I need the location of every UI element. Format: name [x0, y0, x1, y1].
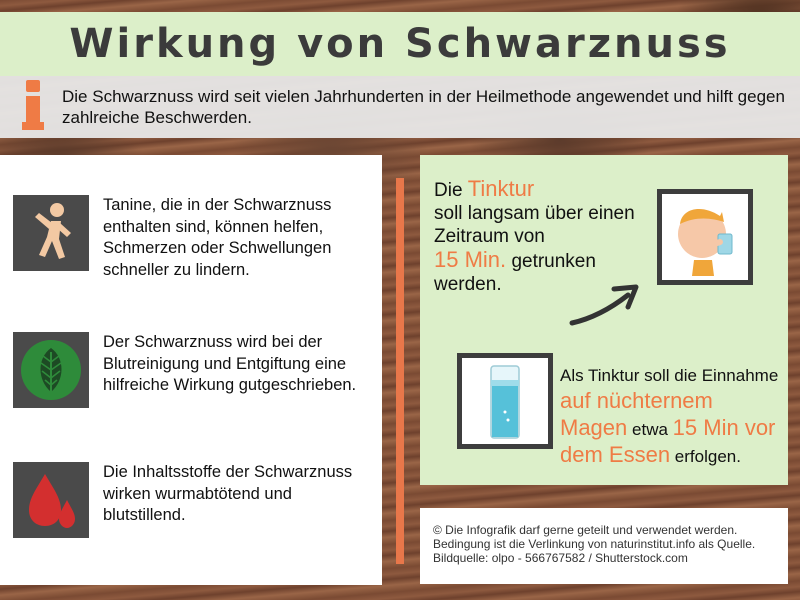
- benefit-text: Tanine, die in der Schwarznuss enthalten sind, können helfen, Schmerzen oder Schwellungen schneller zu lindern.: [103, 196, 332, 279]
- intro-banner: [0, 76, 800, 138]
- arrow-icon: [568, 283, 640, 327]
- info-icon: [22, 80, 46, 134]
- blood-drops-icon: [13, 462, 89, 538]
- einnahme-instruction: Als Tinktur soll die Einnahme auf nüchternem Magen etwa 15 Min vor dem Essen erfolgen.: [560, 366, 779, 467]
- title-banner: [0, 12, 800, 76]
- benefit-text: Die Inhaltsstoffe der Schwarznuss wirken wurmabtötend und blutstillend.: [103, 463, 353, 524]
- leaf-icon: [13, 332, 89, 408]
- tinktur-instruction: Die Tinktur soll langsam über einen Zeitraum von 15 Min. getrunken werden.: [434, 176, 635, 295]
- benefit-text: Der Schwarznuss wird bei der Blutreinigung und Entgiftung eine hilfreiche Wirkung gutgeschrieben.: [103, 333, 357, 394]
- credit-text: © Die Infografik darf gerne geteilt und verwendet werden. Bedingung ist die Verlinkung von naturinstitut.info als Quelle. Bildquelle: olpo - 566767582 / Shutterstock.com: [420, 508, 788, 584]
- drinking-boy-illustration: [657, 189, 753, 285]
- intro-text: Die Schwarznuss wird seit vielen Jahrhunderten in der Heilmethode angewendet und hilft gegen zahlreiche Beschwerden.: [62, 87, 785, 127]
- water-glass-illustration: [457, 353, 553, 449]
- benefits-panel: [0, 155, 382, 585]
- dancing-person-icon: [13, 195, 89, 271]
- page-title: Wirkung von Schwarznuss: [69, 21, 731, 67]
- usage-panel: [420, 155, 788, 485]
- divider-line: [396, 178, 404, 564]
